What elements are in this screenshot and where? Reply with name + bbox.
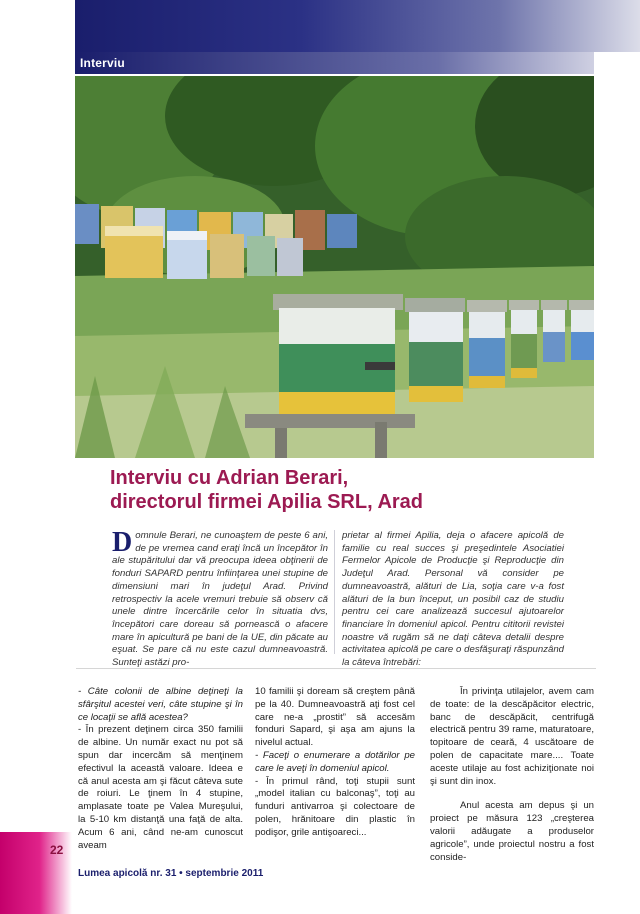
intro-text-right: prietar al firmei Apilia, deja o afacere apicolă de familie cu real succes şi preşedintele Asociatiei Fermelor Apicole de Producţie şi Reproducţie din Judeţul Arad. Personal vă consider pe dumneavoastră, alături de Lia, soţia care v-a fost alături de la bun început, un posibil caz de studiu pentru cei care analizează succesul ajutoarelor financiare în domeniul apicol. Pentru cititorii revistei noastre vă rugăm să ne daţi câteva detalii despre activitatea apicolă pe care o desfăşuraţi răspunzând la câteva întrebări: [342,530,564,669]
section-bar [75,52,594,74]
intro-column-left [112,527,328,670]
answer-1: - În prezent deţinem circa 350 familii de albine. Un număr exact nu pot să spun dar incercăm să menţinem efectivul la această valoare. Ideea e că anul acesta am şi făcut câteva sute de roiuri. Le ţinem în 4 stupine, amplasate toate pe Valea Mureşului, la 5-10 km distanţă una faţă de alta. Acum 6 ani, când ne-am cunoscut aveam [78,724,243,851]
intro-text-left: omnule Berari, ne cunoaştem de peste 6 ani, de pe vremea cand eraţi încă un începător în ale stupăritului dar vă preocupa ideea obţinerii de fonduri SAPARD pentru înfiinţarea unei stupine de dimensiuni mari în judeţul Arad. Privind retrospectiv la acele vremuri trebuie să observ că unele dintre încercările celor în situatia dvs, începători care doreau să pornească o afacere mare în apicultură pe bani de la UE, din păcate au eşuat. Se pare că nu este cazul dumneavoastră. Sunteţi astăzi pro- [112,530,328,669]
paragraph-project: Anul acesta am depus şi un proiect pe măsura 123 „creşterea valorii adăugate a produselor agricole”, unde proiectul nostru a fost conside- [430,800,594,863]
answer-1-continued: 10 familii şi doream să creştem până pe la 40. Dumneavoastră aţi fost cel care ne-a „prostit” să accesăm fonduri Sapard, şi aşa am ajuns la nivelul actual. [255,686,415,749]
section-label: Interviu [80,56,125,70]
body-column-3 [430,686,594,864]
page-number: 22 [50,843,64,857]
header-band [75,0,640,52]
beehives-photo [75,76,594,458]
title-line-2: directorul firmei Apilia SRL, Arad [110,491,424,513]
left-margin [0,0,72,914]
answer-2: - În primul rând, toţi stupii sunt „model italian cu balconaş”, toţi au funduri antivarroa şi colectoare de polen, hrănitoare din plastic în podişor, grile antişoareci... [255,775,415,838]
section-divider [76,668,596,669]
intro-column-right [342,530,564,670]
body-column-2 [255,686,415,840]
paragraph-equipment: În privinţa utilajelor, avem cam de toate: de la descăpăcitor electric, banc de descăpăcit, centrifugă electrică pentru 39 rame, maturatoare, topitoare de ceară, 4 uscătoare de polen de capacitate mare.... Toate aceste utilaje au fost achiziţionate noi şi sunt din inox. [430,686,594,787]
article-title [110,466,590,514]
drop-cap: D [112,527,133,558]
column-rule [334,530,335,654]
question-2: - Faceţi o enumerare a dotărilor pe care le aveţi în domeniul apicol. [255,749,415,774]
title-line-1: Interviu cu Adrian Berari, [110,467,349,489]
beehives-illustration [75,76,594,458]
body-column-1 [78,686,243,852]
question-1: - Câte colonii de albine deţineţi la sfârşitul acestei veri, câte stupine şi în ce locaţii se află acestea? [78,686,243,723]
magazine-footer: Lumea apicolă nr. 31 • septembrie 2011 [78,868,264,879]
